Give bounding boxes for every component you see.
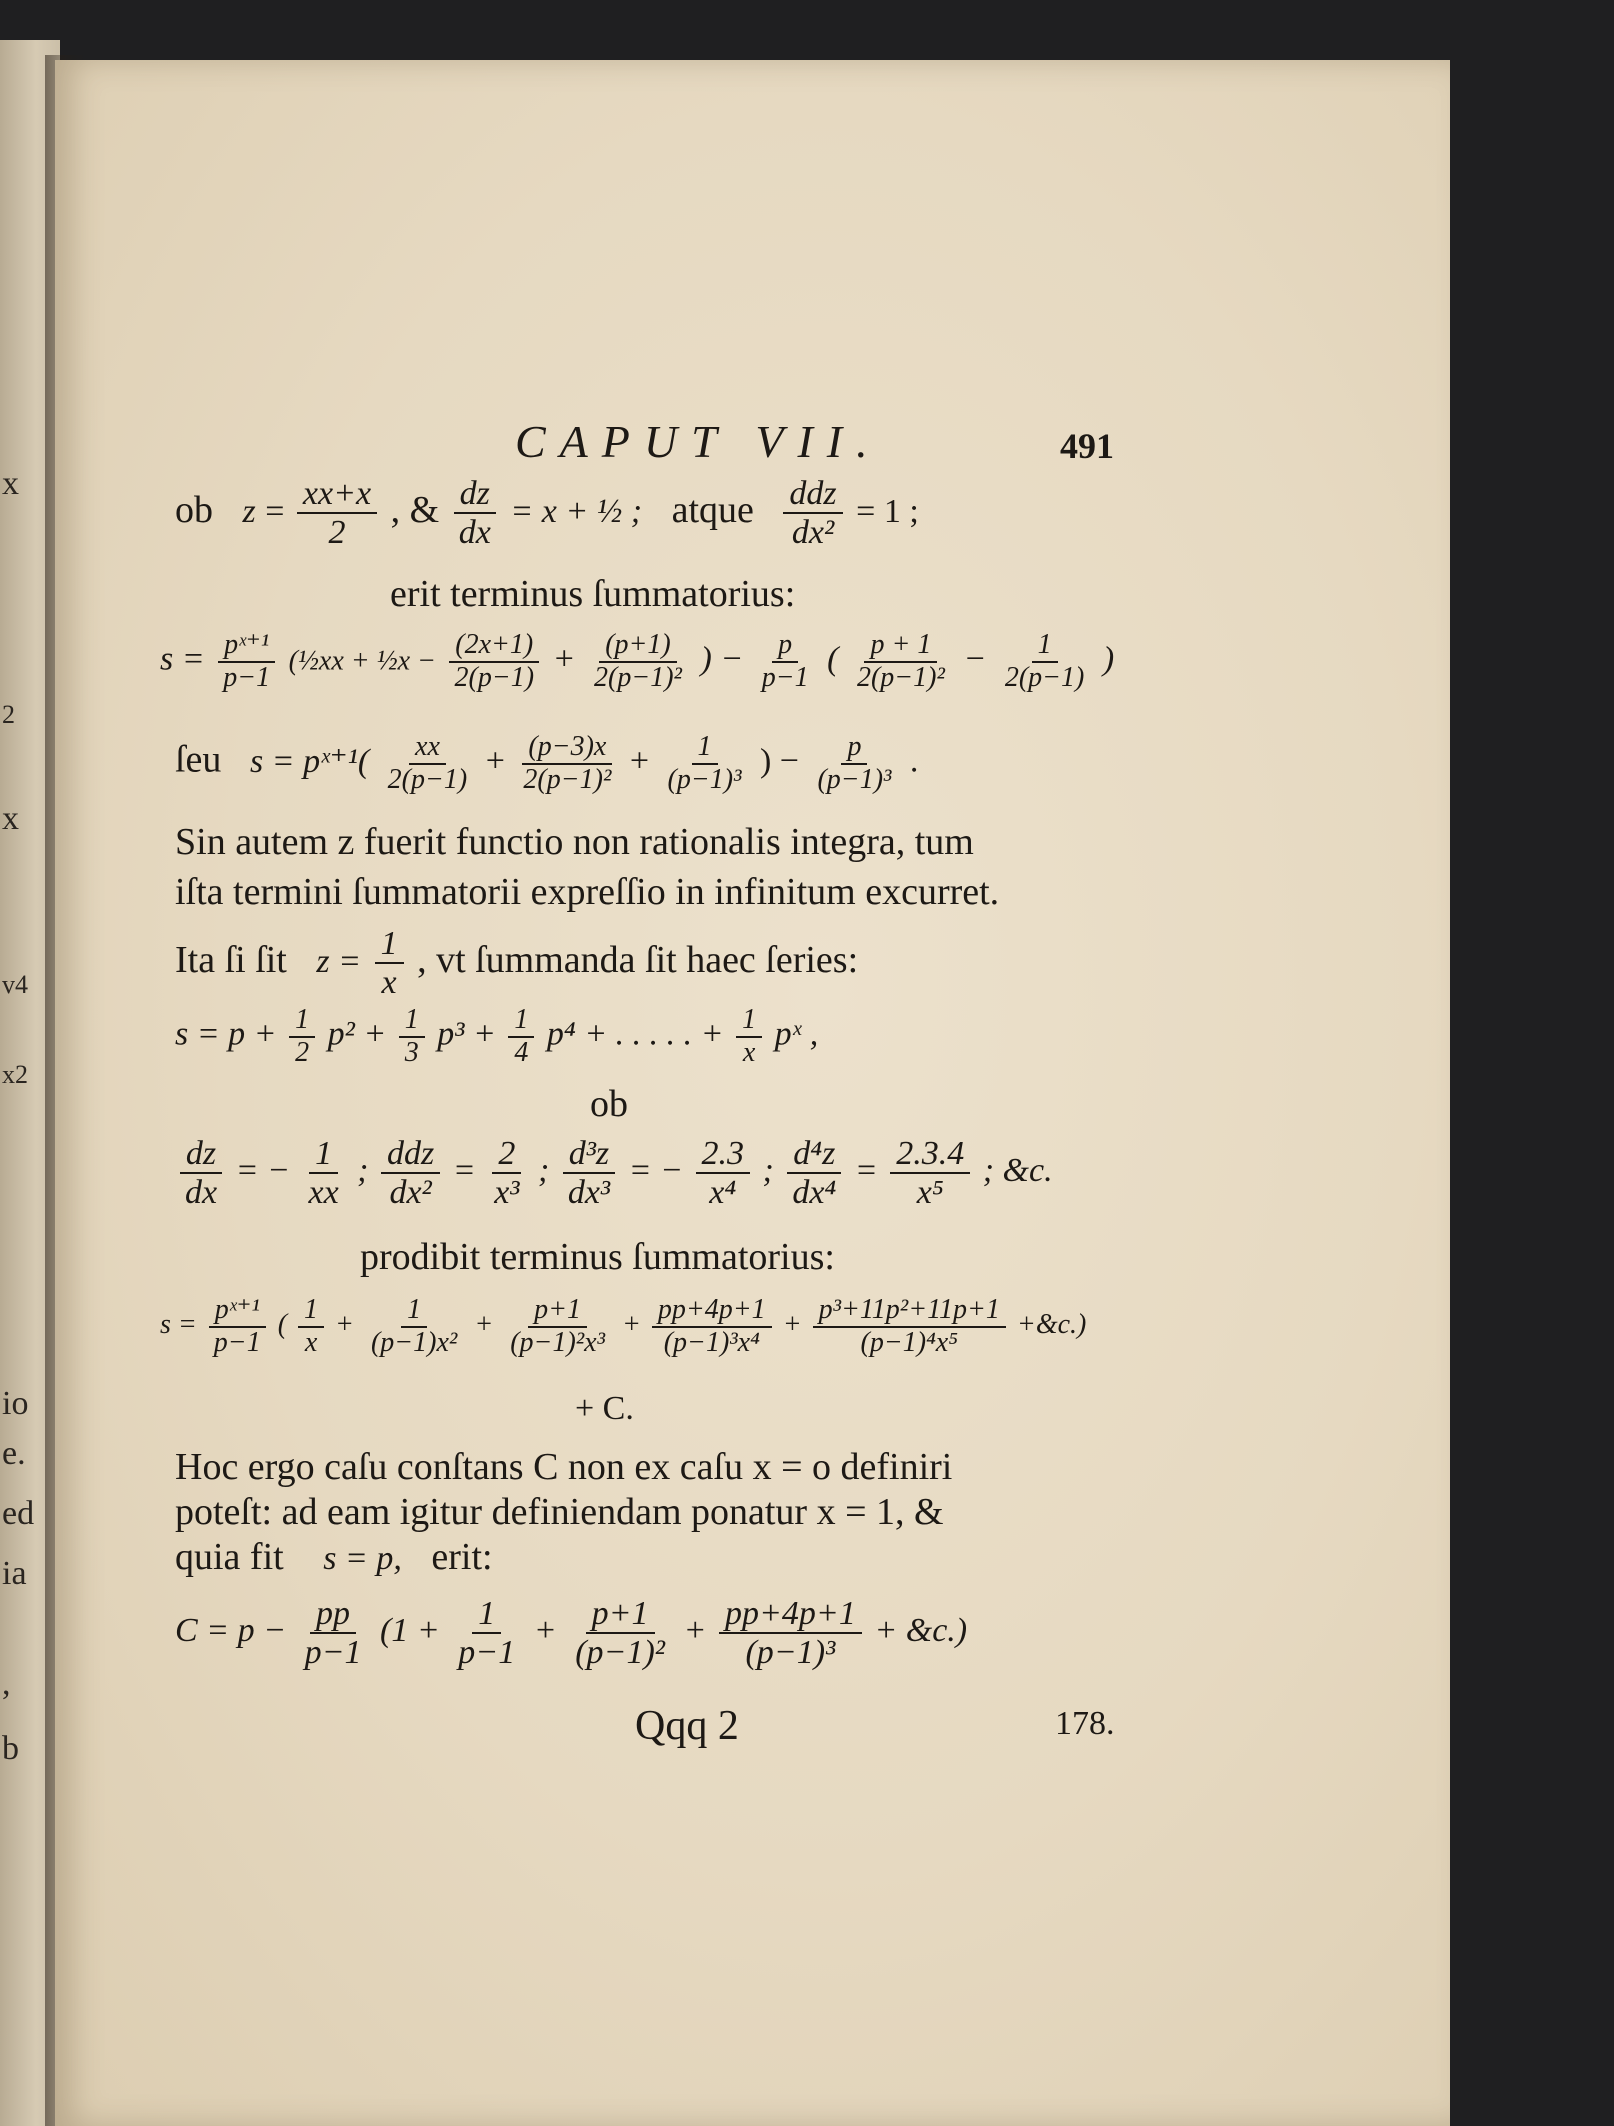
paragraph-line: Sin autem z fuerit functio non rationalis integra, tum [175, 821, 974, 863]
left-page-fragment: x [2, 800, 19, 837]
fraction: $\frac{xx+x}{2}$ [297, 475, 377, 552]
fraction: $\frac{1}{3}$ [399, 1005, 425, 1069]
equation-line-1: ob z = $\frac{xx+x}{2}$ , & $\frac{dz}{dx}$ = x + ½ ; atque $\frac{\text{ddz}}{\text{dx²}}$ = 1 ; [175, 475, 919, 552]
fraction: $\frac{1}{x}$ [298, 1295, 324, 1359]
fraction: $\frac{2.3}{\text{x⁴}}$ [696, 1135, 751, 1212]
book-page [55, 60, 1450, 2126]
paragraph-line: Hoc ergo caſu conſtans C non ex caſu x = o definiri [175, 1446, 953, 1488]
text-seu: ſeu [175, 738, 222, 781]
paragraph-line: poteſt: ad eam igitur definiendam ponatur x = 1, & [175, 1491, 944, 1533]
signature-mark: Qqq 2 [635, 1703, 739, 1749]
expression: = x + ½ ; [510, 493, 643, 531]
fraction: $\frac{1}{p-1}$ [458, 1595, 516, 1672]
left-page-fragment: x [2, 465, 19, 502]
fraction: $\frac{\text{ddz}}{\text{dx²}}$ [381, 1135, 440, 1212]
fraction: $\frac{1}{\text{(p−1)x²}}$ [370, 1294, 458, 1358]
fraction: $\frac{\text{pˣ⁺¹}}{p-1}$ [208, 1295, 267, 1359]
paragraph-line: iſta termini ſummatorii expreſſio in infinitum excurret. [175, 871, 1000, 913]
fraction: $\frac{pp}{p-1}$ [304, 1595, 362, 1672]
derivatives-equation: $\frac{dz}{dx}$ = − $\frac{1}{xx}$ ; $\frac{\text{ddz}}{\text{dx²}}$ = $\frac{2}{\text{x³}}$ ; $\frac{\text{d³z}}{\text{dx³}}$ = − $\frac{2.3}{\text{x⁴}}$ ; $\frac{\text{d⁴z}}{\text{dx⁴}}$ = $\frac{2.3.4}{\text{x⁵}}$ ; &c. [175, 1135, 1053, 1212]
left-page-fragment: ed [2, 1495, 35, 1532]
fraction: $\frac{1}{4}$ [508, 1005, 534, 1069]
left-page-fragment: x2 [2, 1060, 28, 1089]
series-equation: s = p + $\frac{1}{2}$ p² + $\frac{1}{3}$ p³ + $\frac{1}{4}$ p⁴ + . . . . . + $\frac{1}{x}$ pˣ , [175, 1004, 819, 1068]
text-line: prodibit terminus ſummatorius: [360, 1236, 835, 1278]
text-line: erit terminus ſummatorius: [390, 573, 796, 615]
fraction: $\frac{2}{\text{x³}}$ [494, 1135, 520, 1212]
text-atque: atque [671, 489, 754, 532]
constant-equation: C = p − $\frac{pp}{p-1}$ (1 + $\frac{1}{p-1}$ + $\frac{p+1}{\text{(p−1)²}}$ + $\frac{pp+4p+1}{\text{(p−1)³}}$ + &c.) [175, 1595, 968, 1672]
plus-constant: + C. [575, 1390, 634, 1427]
fraction: $\frac{1}{x}$ [375, 925, 404, 1002]
left-page-fragment: , [2, 1665, 11, 1702]
left-page-fragment: ia [2, 1555, 27, 1592]
paragraph-line: Ita ſi ſit z = $\frac{1}{x}$ , vt ſummanda ſit haec ſeries: [175, 925, 859, 1002]
fraction: $\frac{1}{x}$ [736, 1005, 762, 1069]
text-ob: ob [590, 1083, 628, 1125]
fraction: $\frac{1}{\text{(p−1)³}}$ [667, 731, 742, 795]
fraction: $\frac{dz}{dx}$ [453, 475, 497, 552]
fraction: $\frac{p}{\text{(p−1)³}}$ [817, 731, 892, 795]
fraction: $\frac{\text{d³z}}{\text{dx³}}$ [562, 1135, 616, 1212]
equation-line-4: ſeu s = pˣ⁺¹( $\frac{xx}{2(p-1)}$ + $\frac{(p-3)x}{\text{2(p−1)²}}$ + $\frac{1}{\text{(p−1)³}}$ ) − $\frac{p}{\text{(p−1)³}}$ . [175, 731, 919, 795]
text-ob: ob [175, 489, 213, 532]
var-z: z [242, 493, 256, 531]
fraction: $\frac{1}{2}$ [289, 1005, 315, 1069]
fraction: $\frac{2.3.4}{\text{x⁵}}$ [890, 1135, 970, 1212]
fraction: $\frac{p+1}{\text{(p−1)²}}$ [575, 1595, 665, 1672]
equation-line-3: s = $\frac{\text{pˣ⁺¹}}{p-1}$ (½xx + ½x − $\frac{(2x+1)}{2(p-1)}$ + $\frac{(p+1)}{\text{2(p−1)²}}$ ) − $\frac{p}{p-1}$ ( $\frac{p + 1}{\text{2(p−1)²}}$ − $\frac{1}{2(p-1)}$ ) [160, 629, 1115, 693]
fraction: $\frac{(p-3)x}{\text{2(p−1)²}}$ [523, 731, 612, 795]
fraction: $\frac{(2x+1)}{2(p-1)}$ [449, 630, 541, 694]
fraction: $\frac{\text{pˣ⁺¹}}{p-1}$ [217, 630, 276, 694]
fraction: $\frac{\text{d⁴z}}{\text{dx⁴}}$ [786, 1135, 842, 1212]
left-page-fragment: b [2, 1730, 19, 1767]
left-page-fragment: e. [2, 1435, 26, 1472]
fraction: $\frac{dz}{dx}$ [179, 1135, 223, 1212]
fraction: $\frac{1}{xx}$ [308, 1135, 339, 1212]
fraction: $\frac{xx}{2(p-1)}$ [387, 731, 468, 795]
fraction: $\frac{pp+4p+1}{\text{(p−1)³x⁴}}$ [652, 1295, 772, 1359]
fraction: $\frac{p+1}{\text{(p−1)²x³}}$ [510, 1294, 605, 1358]
fraction: $\frac{\text{ddz}}{\text{dx²}}$ [783, 475, 842, 552]
fraction: $\frac{p}{p-1}$ [761, 629, 809, 693]
page-number: 491 [1060, 426, 1114, 466]
left-page-fragment: 2 [2, 700, 15, 729]
fraction: $\frac{\text{p³+11p²+11p+1}}{\text{(p−1)⁴x⁵}}$ [813, 1295, 1006, 1359]
fraction: $\frac{p + 1}{\text{2(p−1)²}}$ [856, 629, 945, 693]
fraction: $\frac{(p+1)}{\text{2(p−1)²}}$ [594, 629, 682, 693]
expression: = 1 ; [856, 493, 919, 531]
ampersand: , & [390, 489, 440, 532]
page-title: CAPUT VII. [515, 416, 882, 467]
result-equation: s = $\frac{\text{pˣ⁺¹}}{p-1}$ ( $\frac{1}{x}$ + $\frac{1}{\text{(p−1)x²}}$ + $\frac{p+1}{\text{(p−1)²x³}}$ + $\frac{pp+4p+1}{\text{(p−1)³x⁴}}$ + $\frac{\text{p³+11p²+11p+1}}{\text{(p−1)⁴x⁵}}$ +&c.) [160, 1294, 1087, 1358]
left-page-fragment: io [2, 1385, 29, 1422]
catchword: 178. [1055, 1705, 1115, 1742]
left-page-fragment: v4 [2, 970, 28, 999]
fraction: $\frac{pp+4p+1}{\text{(p−1)³}}$ [719, 1595, 862, 1672]
fraction: $\frac{1}{2(p-1)}$ [1004, 629, 1085, 693]
paragraph-line: quia fit s = p, erit: [175, 1536, 493, 1578]
